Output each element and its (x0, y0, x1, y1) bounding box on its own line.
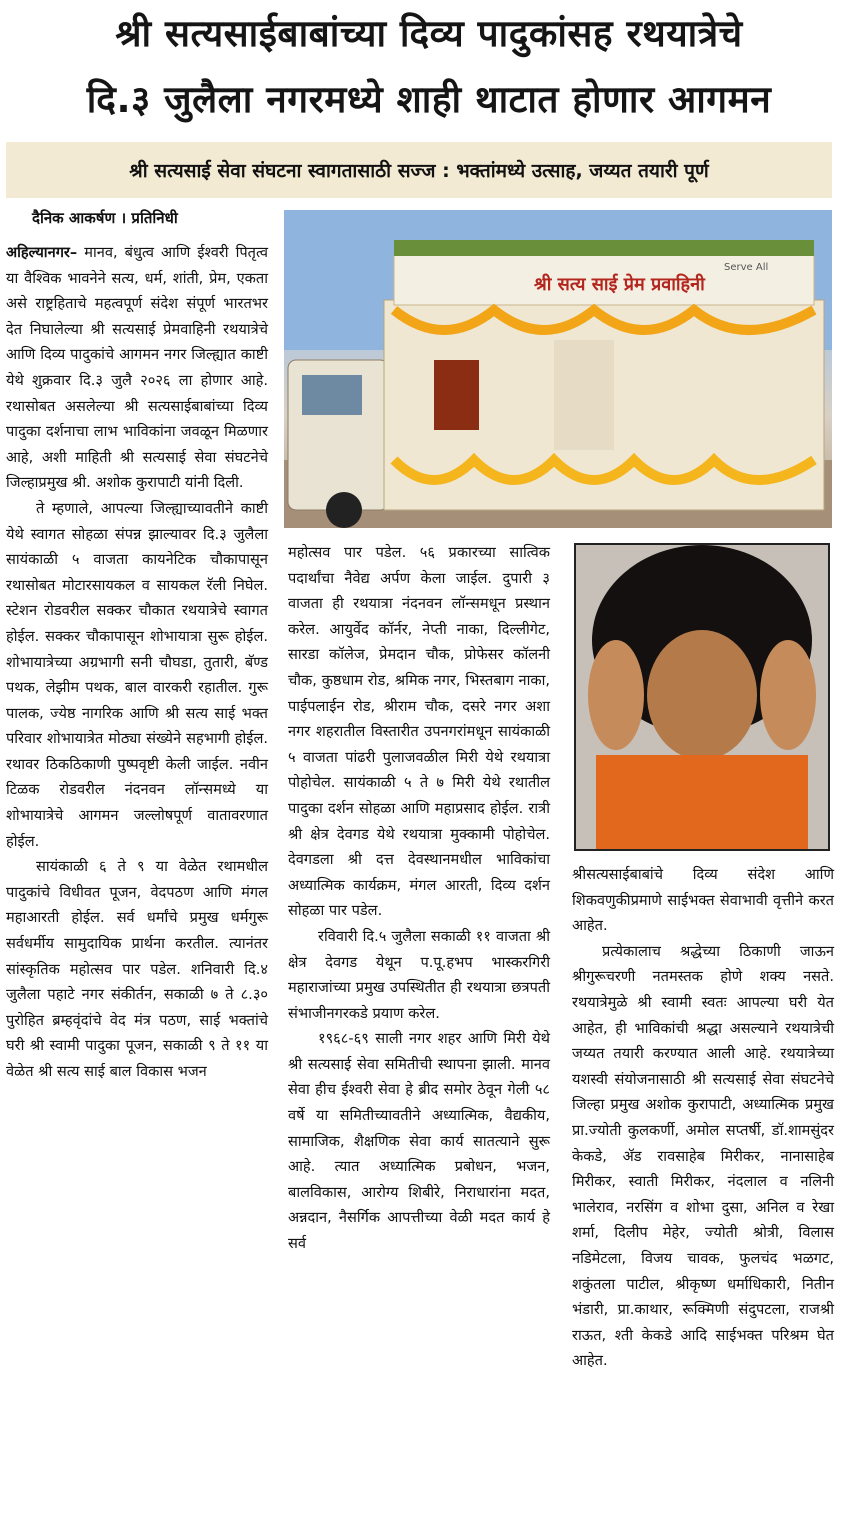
subheadline-bar (6, 142, 832, 198)
subheadline: श्री सत्यसाई सेवा संघटना स्वागतासाठी सज्ज : भक्तांमध्ये उत्साह, जय्यत तयारी पूर्ण (129, 160, 709, 182)
headline-line2: दि.३ जुलैला नगरमध्ये शाही थाटात होणार आगमन (86, 78, 772, 121)
article-column-1 (6, 240, 268, 1085)
paragraph (6, 240, 268, 496)
portrait-photo (574, 543, 830, 851)
dateline: अहिल्यानगर– (6, 244, 78, 261)
chariot-photo (284, 210, 832, 528)
paragraph: सायंकाळी ६ ते ९ या वेळेत रथामधील पादुकांचे विधीवत पूजन, वेदपठण आणि मंगल महाआरती होईल. सर्व धर्मांचे प्रमुख धर्मगुरू सर्वधर्मीय सामुदायिक प्रार्थना करतील. त्यानंतर सांस्कृतिक महोत्सव पार पडेल. शनिवारी दि.४ जुलैला पहाटे नगर संकीर्तन, सकाळी ७ ते ८.३० पुरोहित ब्रम्हवृंदांचे वेद मंत्र पठण, साई भक्तांचे घरी श्री स्वामी पादुका पूजन, सकाळी ९ ते ११ या वेळेत श्री सत्य साई बाल विकास भजन (6, 858, 268, 1080)
chariot-illustration (284, 210, 832, 528)
paragraph: महोत्सव पार पडेल. ५६ प्रकारच्या सात्विक पदार्थांचा नैवेद्य अर्पण केला जाईल. दुपारी ३ वाजता ही रथयात्रा नंदनवन लॉन्समधून प्रस्थान करेल. आयुर्वेद कॉर्नर, नेप्ती नाका, दिल्लीगेट, सारडा कॉलेज, प्रेमदान चौक, प्रोफेसर कॉलनी चौक, कुष्ठधाम रोड, श्रमिक नगर, भिस्तबाग नाका, पाईपलाईन रोड, श्रीराम चौक, दसरे नगर अशा नगर शहरातील विस्तारीत उपनगरांमधून सायंकाळी ५ वाजता पांढरी पुलाजवळील मिरी येथे रथयात्रा पोहोचेल. सायंकाळी ५ ते ७ मिरी येथे रथातील पादुका दर्शन सोहळा आणि महाप्रसाद होईल. रात्री श्री क्षेत्र देवगड येथे रथयात्रा मुक्कामी पोहोचेल. देवगडला श्री दत्त देवस्थानमधील भाविकांचा अध्यात्मिक कार्यक्रम, मंगल आरती, दिव्य दर्शन सोहळा पार पडेल. (288, 544, 550, 920)
headline-line1: श्री सत्यसाईबाबांच्या दिव्य पादुकांसह रथयात्रेचे (115, 12, 743, 55)
photo-caption: श्रीसत्यसाईबाबांचे दिव्य संदेश आणि शिकवणुकीप्रमाणे साईभक्त सेवाभावी वृत्तीने करत आहेत. (572, 866, 834, 935)
paragraph: १९६८-६९ साली नगर शहर आणि मिरी येथे श्री सत्यसाई सेवा समितीची स्थापना झाली. मानव सेवा हीच ईश्वरी सेवा हे ब्रीद समोर ठेवून गेली ५८ वर्षे या समितीच्यावतीने अध्यात्मिक, वैद्यकीय, सामाजिक, शैक्षणिक सेवा कार्य सातत्याने सुरू आहे. त्यात अध्यात्मिक प्रबोधन, भजन, बालविकास, आरोग्य शिबीरे, निराधारांना मदत, अन्नदान, नैसर्गिक आपत्तीच्या वेळी मदत कार्य हे सर्व (288, 1030, 550, 1253)
chariot-banner: श्री सत्य साई प्रेम प्रवाहिनी (534, 274, 705, 295)
paragraph-text: मानव, बंधुत्व आणि ईश्वरी पितृत्व या वैश्विक भावनेने सत्य, धर्म, शांती, प्रेम, एकता असे राष्ट्रहिताचे महत्वपूर्ण संदेश संपूर्ण भारतभर देत निघालेल्या श्री सत्यसाई प्रेमवाहिनी रथयात्रेचे आणि दिव्य पादुकांचे आगमन नगर जिल्ह्यात काष्टी येथे शुक्रवार दि.३ जुलै २०२६ ला होणार आहे. रथासोबत असलेल्या श्री सत्यसाईबाबांच्या दिव्य पादुका दर्शनाचा लाभ भाविकांना जवळून मिळणार आहे, अशी माहिती श्री सत्यसाई सेवा संघटनेचे जिल्हाप्रमुख श्री. अशोक कुरापाटी यांनी दिली. (6, 244, 268, 492)
chariot-tag: Serve All (724, 262, 769, 273)
paragraph: प्रत्येकालाच श्रद्धेच्या ठिकाणी जाऊन श्रीगुरूचरणी नतमस्तक होणे शक्य नसते. रथयात्रेमुळे श्री स्वामी स्वतः आपल्या घरी येत आहेत, ही भाविकांची श्रद्धा असल्याने रथयात्रेची जय्यत तयारी करण्यात आली आहे. रथयात्रेच्या यशस्वी संयोजनासाठी श्री सत्यसाई सेवा संघटनेचे जिल्हा प्रमुख अशोक कुरापाटी, अध्यात्मिक प्रमुख प्रा.ज्योती कुलकर्णी, अमोल सप्तर्षी, डॉ.शामसुंदर केकडे, ॲड रावसाहेब मिरीकर, नानासाहेब मिरीकर, स्वाती मिरीकर, नंदलाल व नलिनी भालेराव, नरसिंग व शोभा दुसा, अनिल व रेखा शर्मा, दिलीप मेहेर, ज्योती श्रोत्री, विलास नडिमेटला, विजय चावक, फुलचंद भळगट, शकुंतला पाटील, श्रीकृष्ण धर्माधिकारी, नितीन भंडारी, प्रा.काथार, रूक्मिणी संदुपटला, राजश्री राऊत, श्ती केकडे आदि साईभक्त परिश्रम घेत आहेत. (572, 942, 834, 1370)
byline: दैनिक आकर्षण । प्रतिनिधी (32, 209, 178, 227)
paragraph: ते म्हणाले, आपल्या जिल्ह्याच्यावतीने काष्टी येथे स्वागत सोहळा संपन्न झाल्यावर दि.३ जुलैला सायंकाळी ५ वाजता कायनेटिक चौकापासून रथासोबत मोटारसायकल व सायकल रॅली निघेल. स्टेशन रोडवरील सक्कर चौकात रथयात्रेचे स्वागत होईल. सक्कर चौकापासून शोभायात्रा सुरू होईल. शोभायात्रेच्या अग्रभागी सनी चौघडा, तुतारी, बॅण्ड पथक, लेझीम पथक, बाल वारकरी रहातील. गुरू पालक, ज्येष्ठ नागरिक आणि श्री सत्य साई भक्त परिवार शोभायात्रेत मोठ्या संख्येने सहभागी होईल. रथावर ठिकठिकाणी पुष्पवृष्टी केली जाईल. नवीन टिळक रोडवरील नंदनवन लॉन्समध्ये या शोभायात्रेचे आगमन जल्लोषपूर्ण वातावरणात होईल. (6, 499, 268, 850)
article-column-3 (572, 862, 834, 1374)
portrait-illustration (576, 545, 828, 849)
paragraph: रविवारी दि.५ जुलैला सकाळी ११ वाजता श्री क्षेत्र देवगड येथून प.पू.हभप भास्करगिरी महाराजांच्या प्रमुख उपस्थितीत ही रथयात्रा छत्रपती संभाजीनगरकडे प्रयाण करेल. (288, 927, 550, 1022)
article-column-2 (288, 540, 550, 1257)
